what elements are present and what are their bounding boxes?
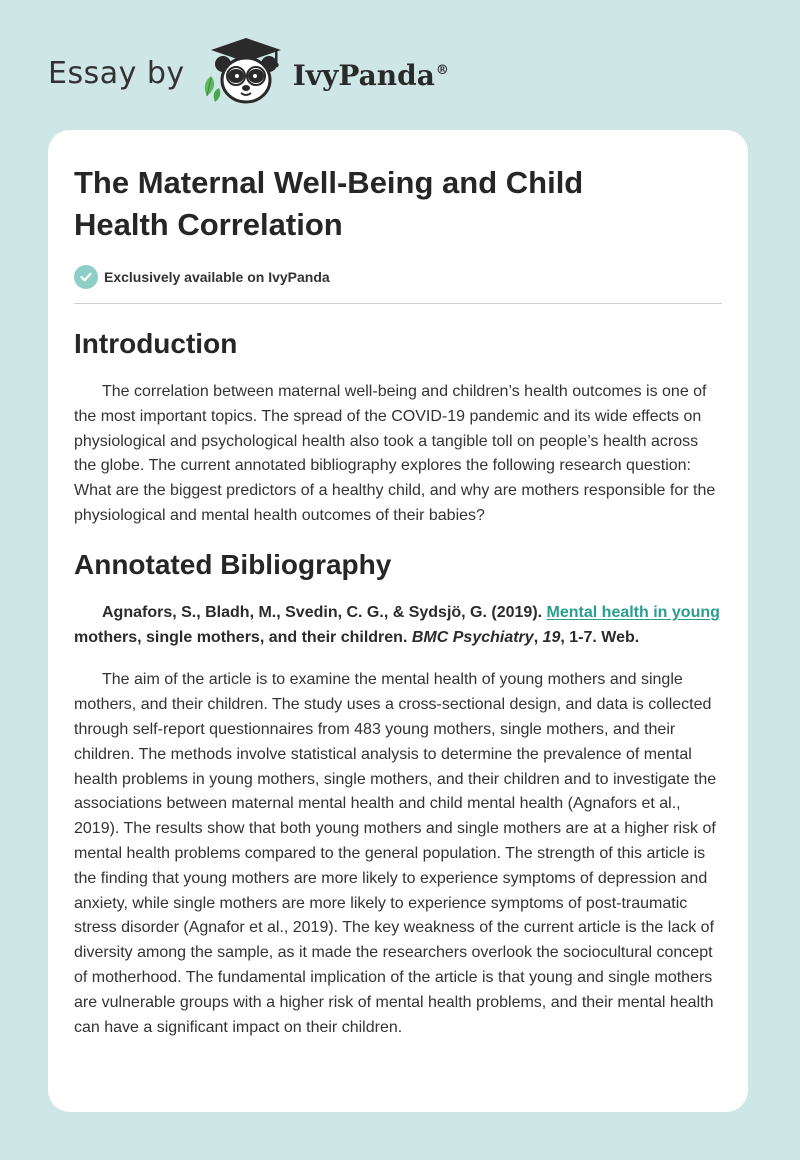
brand-prefix: Essay by xyxy=(48,55,185,91)
annotation-paragraph: The aim of the article is to examine the mental health of young mothers and single mothers, and their children. The study uses a cross-sectional design, and data is collected through self-report questionnaires from 483 young mothers, single mothers, and their children. The methods involve statistical analysis to determine the prevalence of mental health problems in young mothers, single mothers, and their children and to investigate the associations between maternal mental health and child mental health (Agnafors et al., 2019). The results show that both young mothers and single mothers are at a higher risk of mental health problems compared to the general population. The strength of this article is the finding that young mothers are more likely to experience symptoms of depression and anxiety, while single mothers are more likely to experience symptoms of post-traumatic stress disorder (Agnafor et al., 2019). The key weakness of the current article is the lack of diversity among the sample, as it made the researchers overlook the sociocultural concept of motherhood. The fundamental implication of the article is that young and single mothers are vulnerable groups with a higher risk of mental health problems, and their mental health can have a significant impact on their children. xyxy=(74,671,717,1036)
exclusive-badge xyxy=(74,264,722,290)
citation-volume: 19 xyxy=(542,628,561,646)
annotated-bibliography-heading: Annotated Bibliography xyxy=(74,548,392,580)
check-circle-icon xyxy=(74,265,98,289)
citation-link[interactable]: Mental health in young xyxy=(546,603,720,621)
divider xyxy=(74,303,722,304)
brand-name: IvyPanda® xyxy=(292,58,449,92)
page-title: The Maternal Well-Being and Child Health Correlation xyxy=(74,165,584,242)
citation-sep: , xyxy=(533,628,539,646)
ivypanda-logo-icon xyxy=(199,36,289,108)
article-card xyxy=(48,130,748,1112)
citation-authors: Agnafors, S., Bladh, M., Svedin, C. G., & Sydsjö, G. (2019). xyxy=(102,603,543,621)
citation-pages: , 1-7. Web. xyxy=(560,628,640,646)
intro-heading: Introduction xyxy=(74,328,238,359)
citation-title-rest: mothers, single mothers, and their children. xyxy=(74,628,408,646)
citation-journal: BMC Psychiatry xyxy=(411,628,534,646)
intro-paragraph: The correlation between maternal well-being and children’s health outcomes is one of the most important topics. The spread of the COVID-19 pandemic and its wide effects on physiological and psychological health also took a tangible toll on people’s health across the globe. The current annotated bibliography explores the following research question: What are the biggest predictors of a healthy child, and why are mothers responsible for the physiological and mental health outcomes of their babies? xyxy=(74,383,716,524)
brand-header[interactable] xyxy=(48,36,449,108)
citation xyxy=(74,601,722,651)
exclusive-text: Exclusively available on IvyPanda xyxy=(104,269,330,285)
